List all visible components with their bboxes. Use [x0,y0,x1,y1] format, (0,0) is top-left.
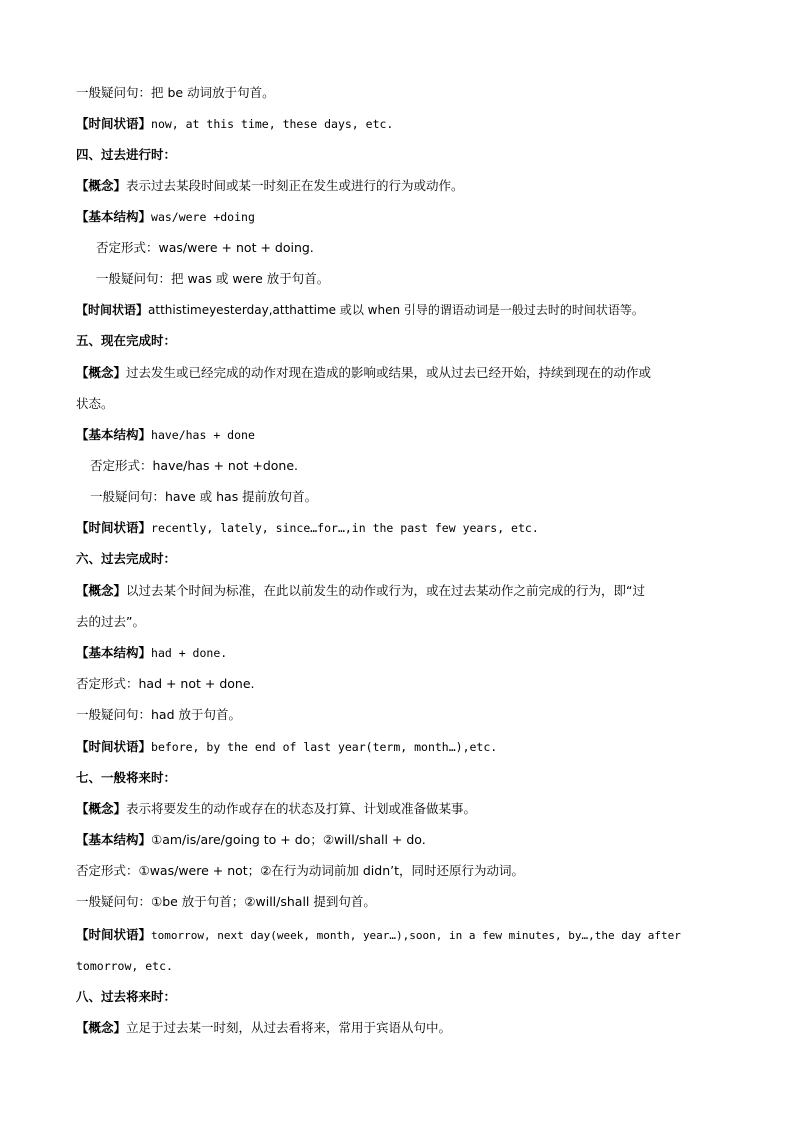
text-line [76,706,766,724]
text-line [76,364,766,382]
section-label: 【时间状语】 [76,116,152,131]
section-heading: 四、过去进行时： [76,147,177,162]
text-line [76,301,766,319]
text-line [76,84,766,102]
text-line [96,239,766,257]
line-text: 否定形式：had + not + done. [76,676,255,691]
text-line [76,831,766,849]
line-text: have/has + done [151,428,255,442]
section-label: 【概念】 [76,178,127,193]
text-line [76,426,766,444]
line-text: 立足于过去某一时刻，从过去看将来，常用于宾语从句中。 [126,1020,452,1035]
line-text: ①am/is/are/going to + do；②will/shall + do. [151,832,426,847]
line-text: tomorrow, next day(week, month, year…),soon, in a few minutes, by…,the day after [151,929,681,942]
line-text: 否定形式：was/were + not + doing. [96,240,314,255]
section-label: 【概念】 [76,583,127,598]
text-line [76,208,766,226]
text-line [76,115,766,133]
section-label: 【基本结构】 [76,832,152,847]
text-line [76,582,766,600]
text-line [90,488,766,506]
section-label: 【基本结构】 [76,645,152,660]
line-text: recently, lately, since…for…,in the past few years, etc. [151,521,539,535]
text-line [76,1019,766,1037]
line-text: 一般疑问句：have 或 has 提前放句首。 [90,489,318,504]
section-label: 【概念】 [76,365,127,380]
line-text: 表示过去某段时间或某一时刻正在发生或进行的行为或动作。 [126,178,464,193]
text-line [76,957,766,975]
line-text: 一般疑问句：had 放于句首。 [76,707,241,722]
line-text: 以过去某个时间为标准，在此以前发生的动作或行为，或在过去某动作之前完成的行为，即“过 [126,583,645,598]
line-text: 去的过去”。 [76,614,145,629]
line-text: 表示将要发生的动作或存在的状态及打算、计划或准备做某事。 [126,801,477,816]
line-text: before, by the end of last year(term, month…),etc. [151,740,498,754]
section-label: 【概念】 [76,801,127,816]
text-line [76,738,766,756]
text-line [96,270,766,288]
line-text: had + done. [151,646,228,660]
section-heading: 八、过去将来时： [76,989,177,1004]
line-text: 否定形式：have/has + not +done. [90,458,298,473]
section-label: 【时间状语】 [76,520,152,535]
text-line [76,862,766,880]
section-label: 【基本结构】 [76,427,152,442]
section-heading: 五、现在完成时： [76,333,177,348]
line-text: 过去发生或已经完成的动作对现在造成的影响或结果，或从过去已经开始，持续到现在的动作或 [126,365,652,380]
line-text: atthistimeyesterday,atthattime 或以 when 引导的谓语动词是一般过去时的时间状语等。 [148,303,644,317]
section-label: 【时间状语】 [76,739,152,754]
line-text: 一般疑问句：把 be 动词放于句首。 [76,85,275,100]
section-label: 【时间状语】 [76,927,152,942]
text-line [76,519,766,537]
line-text: 状态。 [76,396,114,411]
line-text: tomorrow, etc. [76,959,173,973]
line-text: 一般疑问句：①be 放于句首；②will/shall 提到句首。 [76,894,376,909]
line-text: 否定形式：①was/were + not；②在行为动词前加 didn’t，同时还原行为动词。 [76,863,524,878]
text-line [76,926,766,945]
section-label: 【时间状语】 [76,303,149,317]
text-line [76,613,766,631]
section-label: 【基本结构】 [76,209,152,224]
text-line [76,800,766,818]
line-text: 一般疑问句：把 was 或 were 放于句首。 [96,271,330,286]
section-heading: 六、过去完成时： [76,551,177,566]
text-line [76,893,766,911]
text-line [76,675,766,693]
section-label: 【概念】 [76,1020,127,1035]
line-text: now, at this time, these days, etc. [151,117,394,131]
line-text: was/were +doing [151,210,255,224]
text-line [76,395,766,413]
text-line [76,177,766,195]
text-line [76,644,766,662]
section-heading: 七、一般将来时： [76,770,177,785]
text-line [90,457,766,475]
